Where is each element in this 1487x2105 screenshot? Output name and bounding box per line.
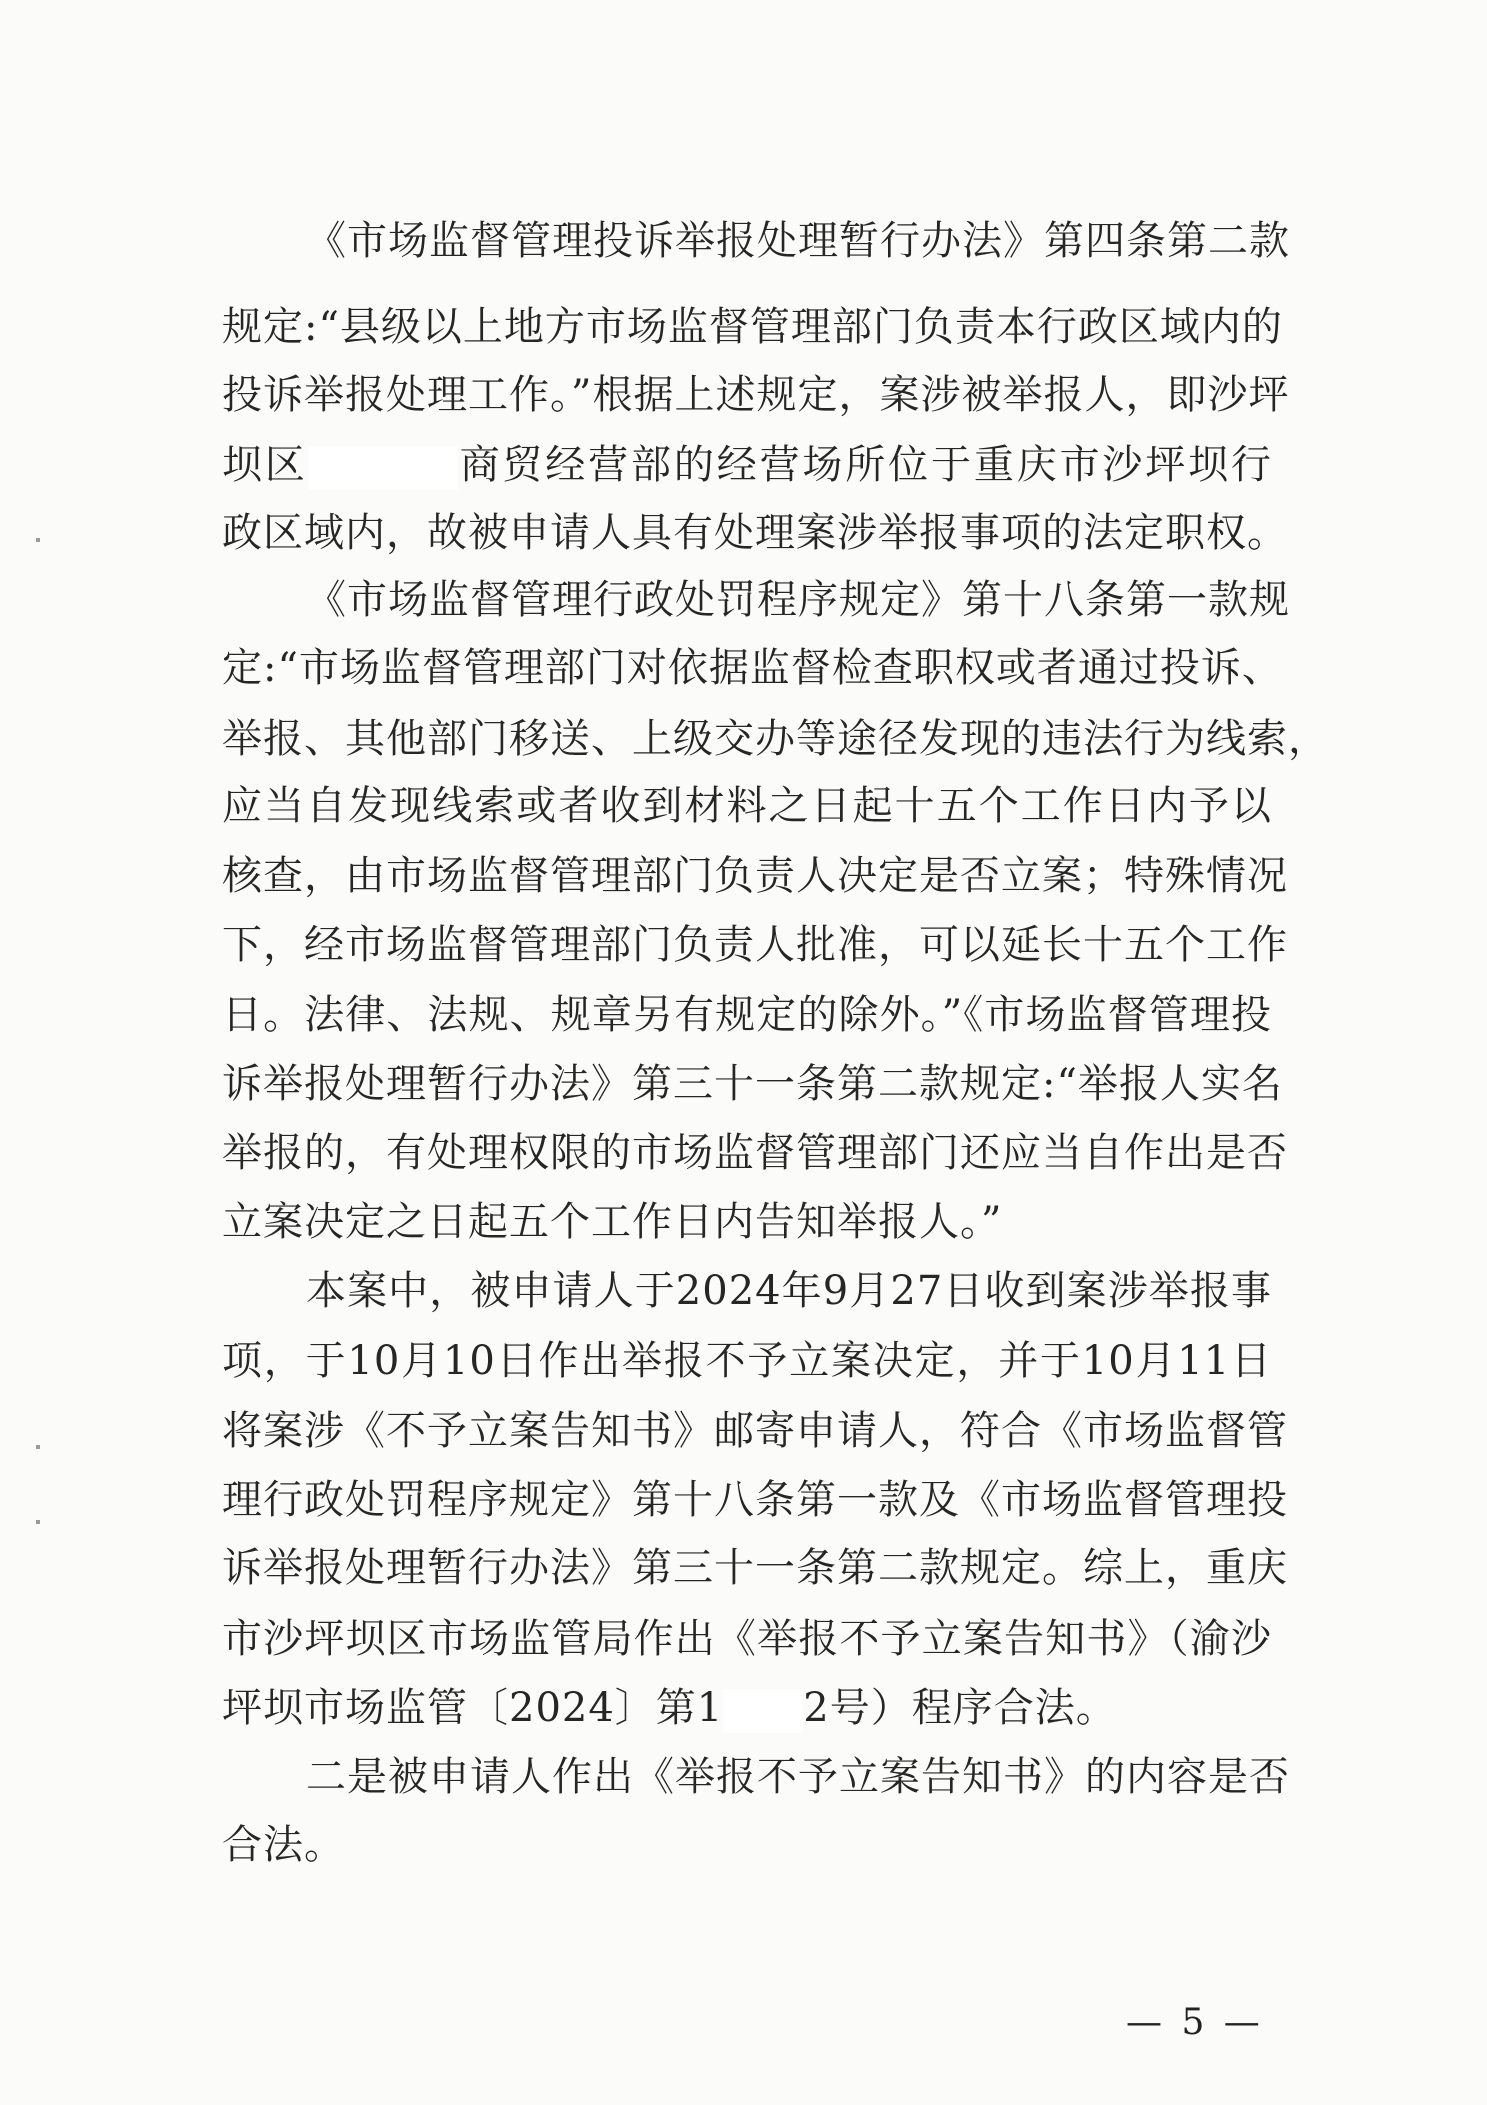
text-line <box>222 432 1272 498</box>
text-line: 合法。 <box>222 1822 345 1868</box>
text-line <box>222 1675 1272 1741</box>
text-line: 投诉举报处理工作。”根据上述规定，案涉被举报人，即沙坪 <box>222 372 1290 418</box>
text-line: 核查，由市场监督管理部门负责人决定是否立案；特殊情况 <box>222 853 1288 899</box>
text-line: 《市场监督管理行政处罚程序规定》第十八条第一款规 <box>306 577 1290 623</box>
text-line: 将案涉《不予立案告知书》邮寄申请人，符合《市场监督管 <box>222 1408 1288 1454</box>
scan-mark <box>36 1520 40 1524</box>
text-line: 应当自发现线索或者收到材料之日起十五个工作日内予以 <box>222 783 1272 829</box>
text-line: 立案决定之日起五个工作日内告知举报人。” <box>222 1199 1003 1245</box>
text-line: 下，经市场监督管理部门负责人批准，可以延长十五个工作 <box>222 922 1288 968</box>
text-line: 举报的，有处理权限的市场监督管理部门还应当自作出是否 <box>222 1130 1288 1176</box>
redaction-mark <box>723 1689 803 1733</box>
text-line: 诉举报处理暂行办法》第三十一条第二款规定:“举报人实名 <box>222 1061 1283 1107</box>
text-line: 规定:“县级以上地方市场监督管理部门负责本行政区域内的 <box>222 304 1283 350</box>
text-line: 日。法律、法规、规章另有规定的除外。”《市场监督管理投 <box>222 992 1272 1038</box>
text-line: 举报、其他部门移送、上级交办等途径发现的违法行为线索， <box>222 716 1329 762</box>
text-line: 项，于10月10日作出举报不予立案决定，并于10月11日 <box>222 1338 1272 1384</box>
text-segment: 坪坝市场监管〔2024〕第1 <box>222 1685 724 1731</box>
text-line: 本案中，被申请人于2024年9月27日收到案涉举报事 <box>306 1268 1272 1314</box>
text-line: 理行政处罚程序规定》第十八条第一款及《市场监督管理投 <box>222 1477 1288 1523</box>
page-number: — 5 — <box>1126 2002 1264 2043</box>
scan-mark <box>36 538 40 542</box>
text-segment: 坝区 <box>222 442 308 488</box>
text-line: 《市场监督管理投诉举报处理暂行办法》第四条第二款 <box>306 218 1290 264</box>
redaction-mark <box>308 446 458 490</box>
text-line: 诉举报处理暂行办法》第三十一条第二款规定。综上，重庆 <box>222 1545 1288 1591</box>
scan-mark <box>36 1445 40 1449</box>
text-line: 政区域内，故被申请人具有处理案涉举报事项的法定职权。 <box>222 510 1288 556</box>
text-line: 二是被申请人作出《举报不予立案告知书》的内容是否 <box>306 1754 1290 1800</box>
text-line: 市沙坪坝区市场监管局作出《举报不予立案告知书》（渝沙 <box>222 1616 1272 1662</box>
text-segment: 商贸经营部的经营场所位于重庆市沙坪坝行 <box>457 442 1273 488</box>
text-segment: 2号）程序合法。 <box>803 1685 1117 1731</box>
text-line: 定:“市场监督管理部门对依据监督检查职权或者通过投诉、 <box>222 645 1283 691</box>
